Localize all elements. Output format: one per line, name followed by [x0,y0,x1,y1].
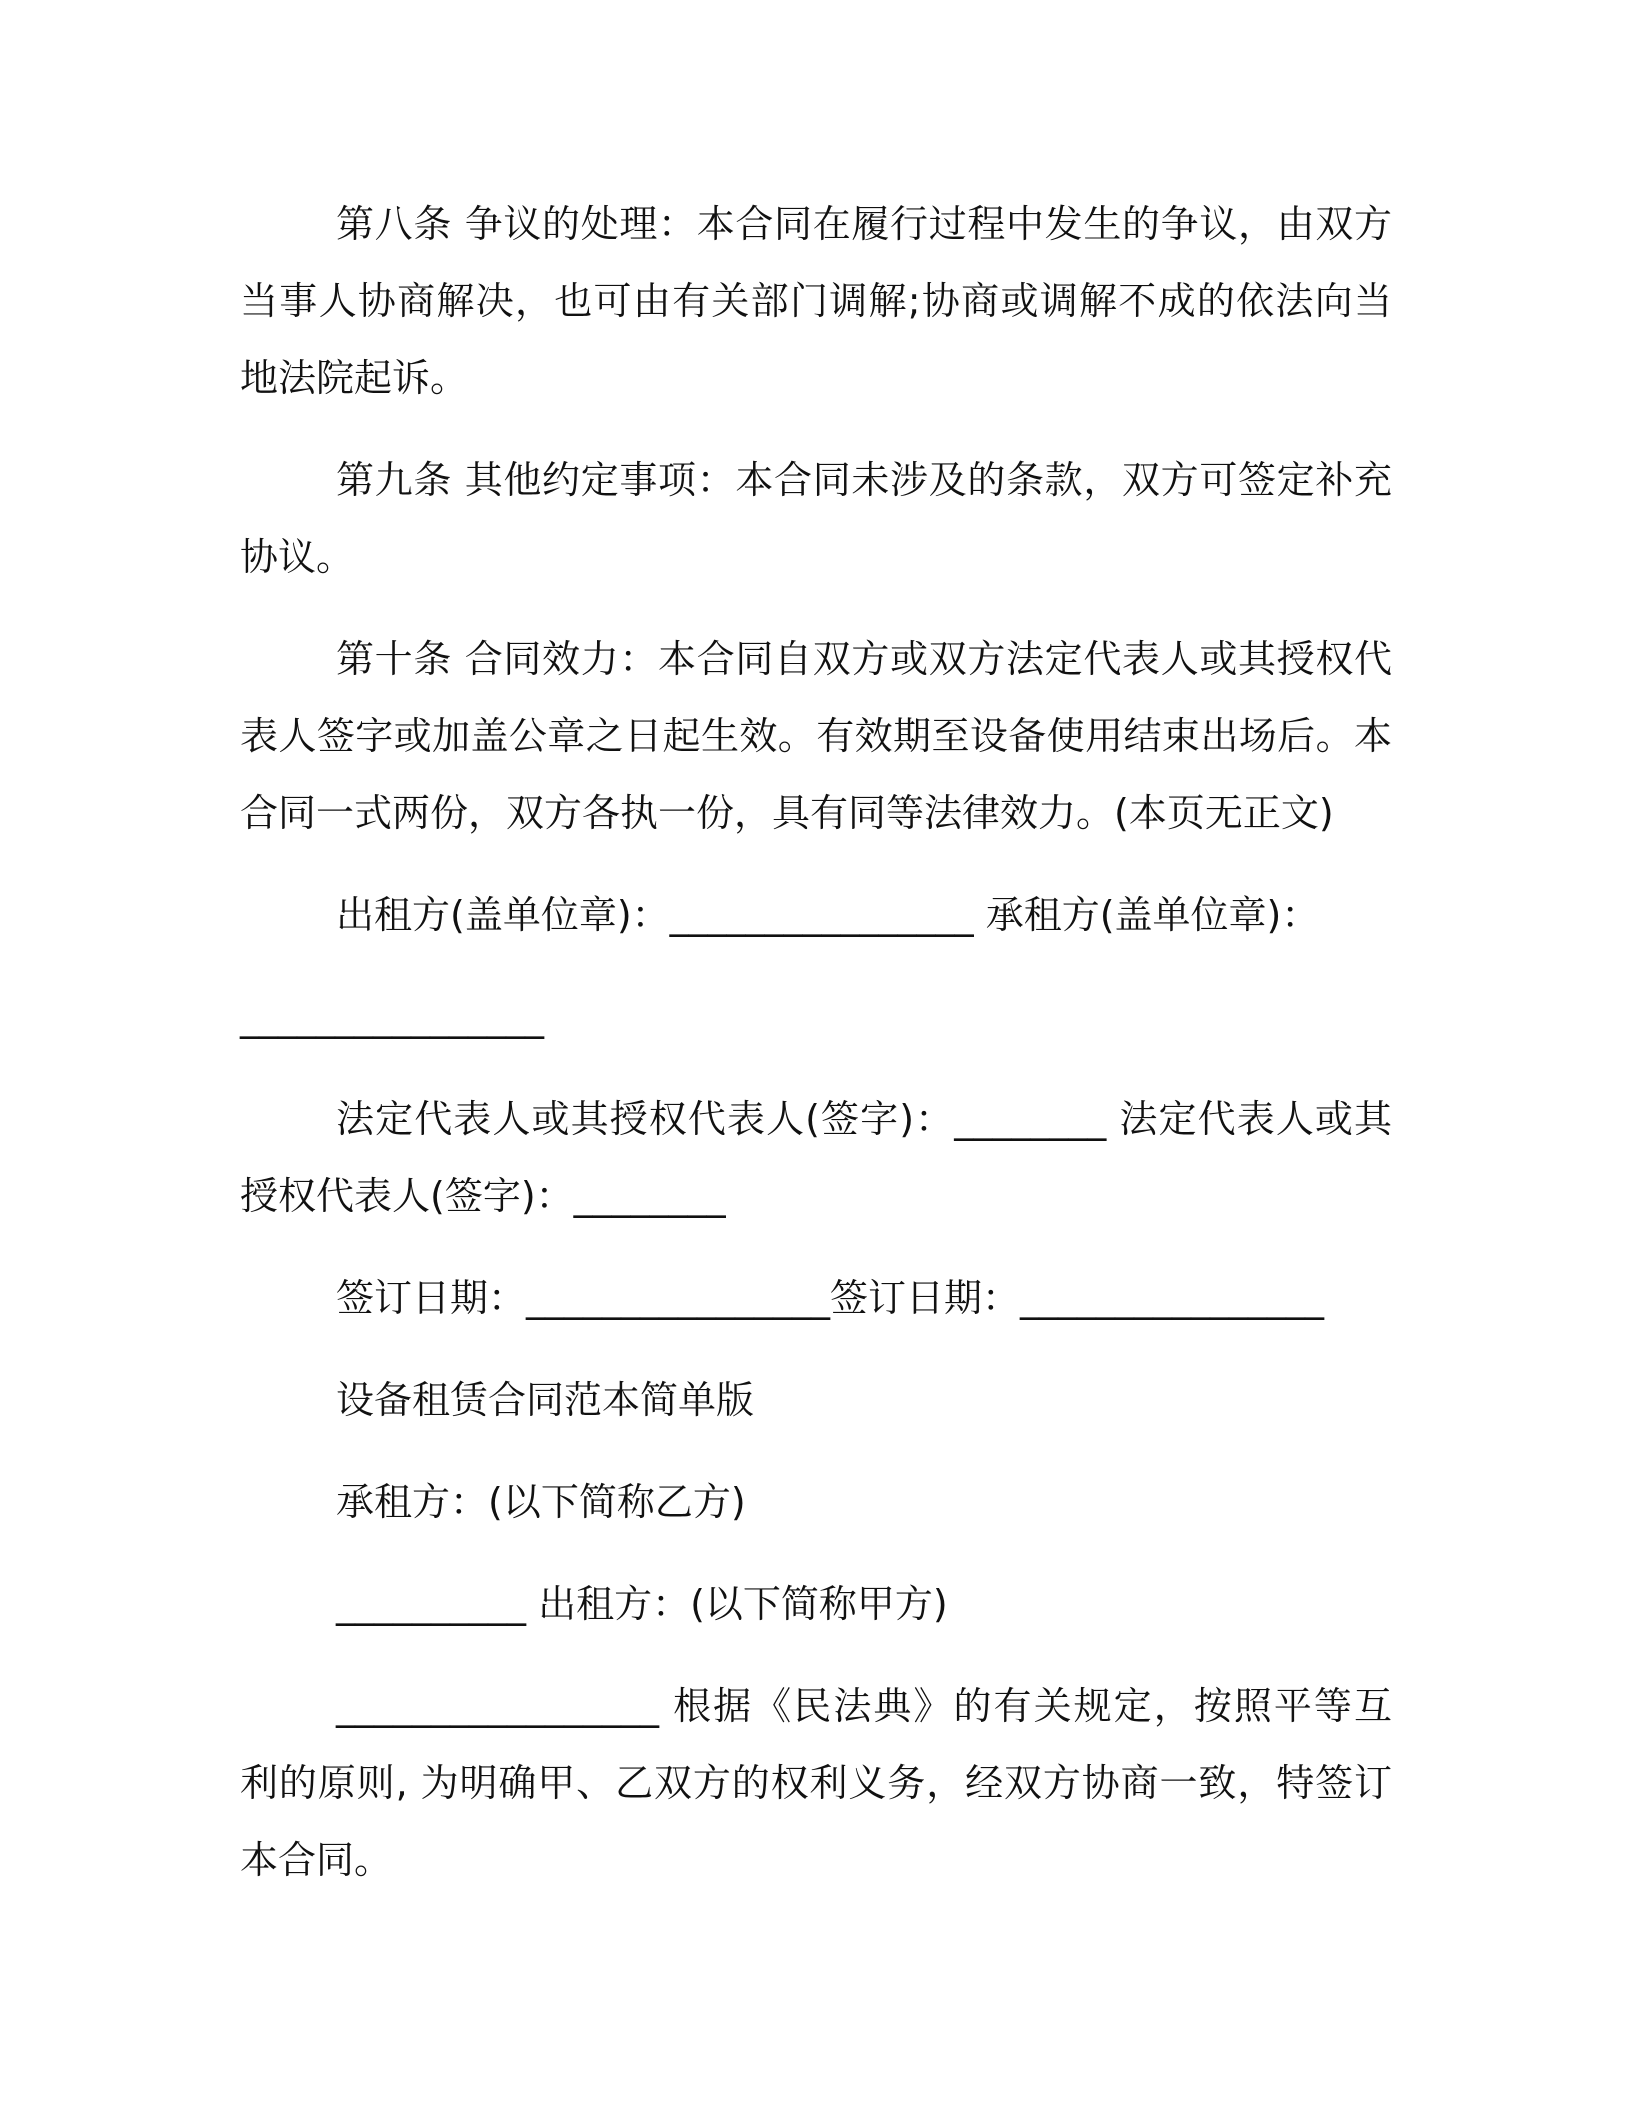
article-9-other-terms: 第九条 其他约定事项：本合同未涉及的条款，双方可签定补充协议。 [240,458,1392,579]
article-10-validity: 第十条 合同效力：本合同自双方或双方法定代表人或其授权代表人签字或加盖公章之日起生效。有效期至设备使用结束出场后。本合同一式两份，双方各执一份，具有同等法律效力。(本页无正文) [240,637,1392,835]
document-page [240,186,1392,1924]
lessee-line: 承租方：(以下简称乙方) [336,1480,746,1524]
date-line: 签订日期：________________签订日期：________________ [336,1276,1325,1320]
seal-line-text: 出租方(盖单位章)：________________ 承租方(盖单位章)： [336,893,1320,937]
article-8-dispute: 第八条 争议的处理：本合同在履行过程中发生的争议，由双方当事人协商解决，也可由有关部门调解;协商或调解不成的依法向当地法院起诉。 [240,202,1392,400]
lessor-line: __________ 出租方：(以下简称甲方) [336,1582,948,1626]
contract-title: 设备租赁合同范本简单版 [336,1378,755,1422]
seal-line-blank: ________________ [240,995,544,1039]
seal-line [240,877,1392,1056]
signature-line: 法定代表人或其授权代表人(签字)：________ 法定代表人或其授权代表人(签字)：________ [240,1097,1392,1218]
preamble: _________________ 根据《民法典》的有关规定，按照平等互利的原则, 为明确甲、乙双方的权利义务，经双方协商一致，特签订本合同。 [240,1684,1392,1882]
